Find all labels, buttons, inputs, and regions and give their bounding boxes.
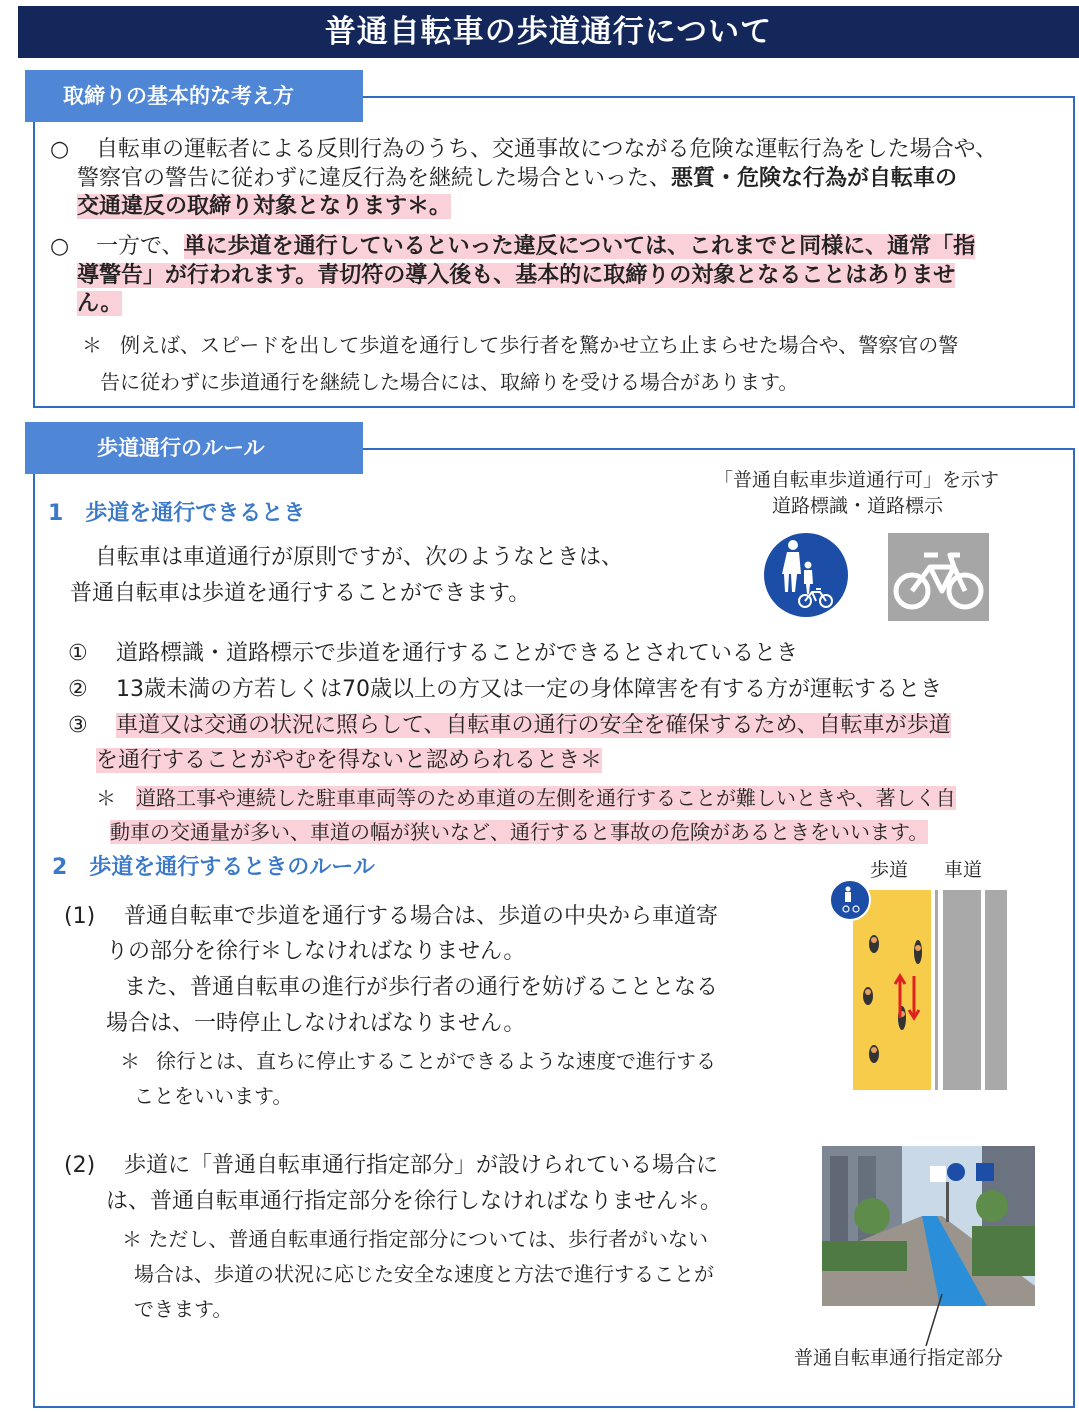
section-tab-rules: 歩道通行のルール: [25, 422, 363, 474]
label-roadway: 車道: [944, 859, 983, 881]
rule2-note-line3: できます。: [134, 1297, 233, 1321]
title-bar: [18, 6, 1079, 58]
heading-rules: 2 歩道を通行するときのルール: [52, 855, 375, 880]
photo-caption-pointer: [920, 1290, 950, 1350]
enforcement-para2-line2: 導警告」が行われます。青切符の導入後も、基本的に取締りの対象となることはありませ: [77, 263, 956, 288]
item3-note-line1: 道路工事や連続した駐車車両等のため車道の左側を通行することが難しいときや、著しく自: [136, 786, 956, 810]
section-tab-enforcement: 取締りの基本的な考え方: [25, 70, 363, 122]
page-title: 普通自転車の歩道通行について: [324, 14, 773, 50]
heading-when-allowed: 1 歩道を通行できるとき: [48, 501, 306, 526]
item3-note-mark: ＊: [96, 786, 116, 810]
enforcement-para1-line2: 警察官の警告に従わずに違反行為を継続した場合といった、悪質・危険な行為が自転車の: [77, 166, 958, 191]
rule1-note-mark: ＊: [120, 1049, 140, 1073]
note-mark: ＊: [82, 333, 102, 357]
rule1-note-line1: 徐行とは、直ちに停止することができるような速度で進行する: [156, 1049, 716, 1073]
item-text-2: 13歳未満の方若しくは70歳以上の方又は一定の身体障害を有する方が運転するとき: [116, 677, 942, 702]
item-text-1: 道路標識・道路標示で歩道を通行することができるとされているとき: [116, 641, 799, 666]
bicycle-sidewalk-sign-icon: [758, 527, 854, 623]
bullet-2: ○: [50, 234, 70, 259]
rule1-note-line2: ことをいいます。: [134, 1084, 293, 1108]
rule2-line1: 歩道に「普通自転車通行指定部分」が設けられている場合に: [124, 1153, 719, 1178]
sidewalk-diagram: [826, 878, 1008, 1092]
item-num-3: ③: [68, 713, 88, 738]
enforcement-note-line2: 告に従わずに歩道通行を継続した場合には、取締りを受ける場合があります。: [100, 370, 799, 394]
item-text-3b: を通行することがやむを得ないと認められるとき＊: [96, 748, 603, 773]
bicycle-lane-photo: [822, 1146, 1035, 1306]
photo-caption: 普通自転車通行指定部分: [794, 1347, 1004, 1369]
rule1-line2: りの部分を徐行＊しなければなりません。: [106, 939, 526, 964]
intro-line1: 自転車は車道通行が原則ですが、次のようなときは、: [95, 545, 624, 570]
bicycle-road-marking-icon: [888, 533, 989, 621]
rule1-line1: 普通自転車で歩道を通行する場合は、歩道の中央から車道寄: [124, 904, 719, 929]
sign-caption-line2: 道路標識・道路標示: [772, 495, 944, 517]
enforcement-note-line1: 例えば、スピードを出して歩道を通行して歩行者を驚かせ立ち止まらせた場合や、警察官の警: [120, 333, 959, 357]
rule1-num: (1): [64, 904, 96, 929]
rule2-num: (2): [64, 1153, 96, 1178]
enforcement-para1-line3: 交通違反の取締り対象となります＊。: [77, 194, 452, 219]
item-num-1: ①: [68, 641, 88, 666]
rule1-line4: 場合は、一時停止しなければなりません。: [106, 1011, 526, 1036]
enforcement-para2-line3: ん。: [77, 291, 123, 316]
bullet-1: ○: [50, 137, 70, 162]
rule1-line3: また、普通自転車の進行が歩行者の通行を妨げることとなる: [124, 975, 719, 1000]
rule2-note-line2: 場合は、歩道の状況に応じた安全な速度と方法で進行することが: [134, 1262, 714, 1286]
enforcement-para2-line1: 一方で、単に歩道を通行しているといった違反については、これまでと同様に、通常「指: [96, 234, 976, 259]
rule2-line2: は、普通自転車通行指定部分を徐行しなければなりません＊。: [106, 1189, 723, 1214]
intro-line2: 普通自転車は歩道を通行することができます。: [70, 581, 531, 606]
rule2-note-line1: ＊ ただし、普通自転車通行指定部分については、歩行者がいない: [122, 1227, 708, 1251]
item-text-3: 車道又は交通の状況に照らして、自転車の通行の安全を確保するため、自転車が歩道: [116, 713, 951, 738]
item3-note-line2: 動車の交通量が多い、車道の幅が狭いなど、通行すると事故の危険があるときをいいます。: [110, 820, 929, 844]
item-num-2: ②: [68, 677, 88, 702]
label-sidewalk: 歩道: [870, 859, 909, 881]
enforcement-para1-line1: 自転車の運転者による反則行為のうち、交通事故につながる危険な運転行為をした場合や、: [96, 137, 998, 162]
sign-caption-line1: 「普通自転車歩道通行可」を示す: [714, 469, 1000, 491]
